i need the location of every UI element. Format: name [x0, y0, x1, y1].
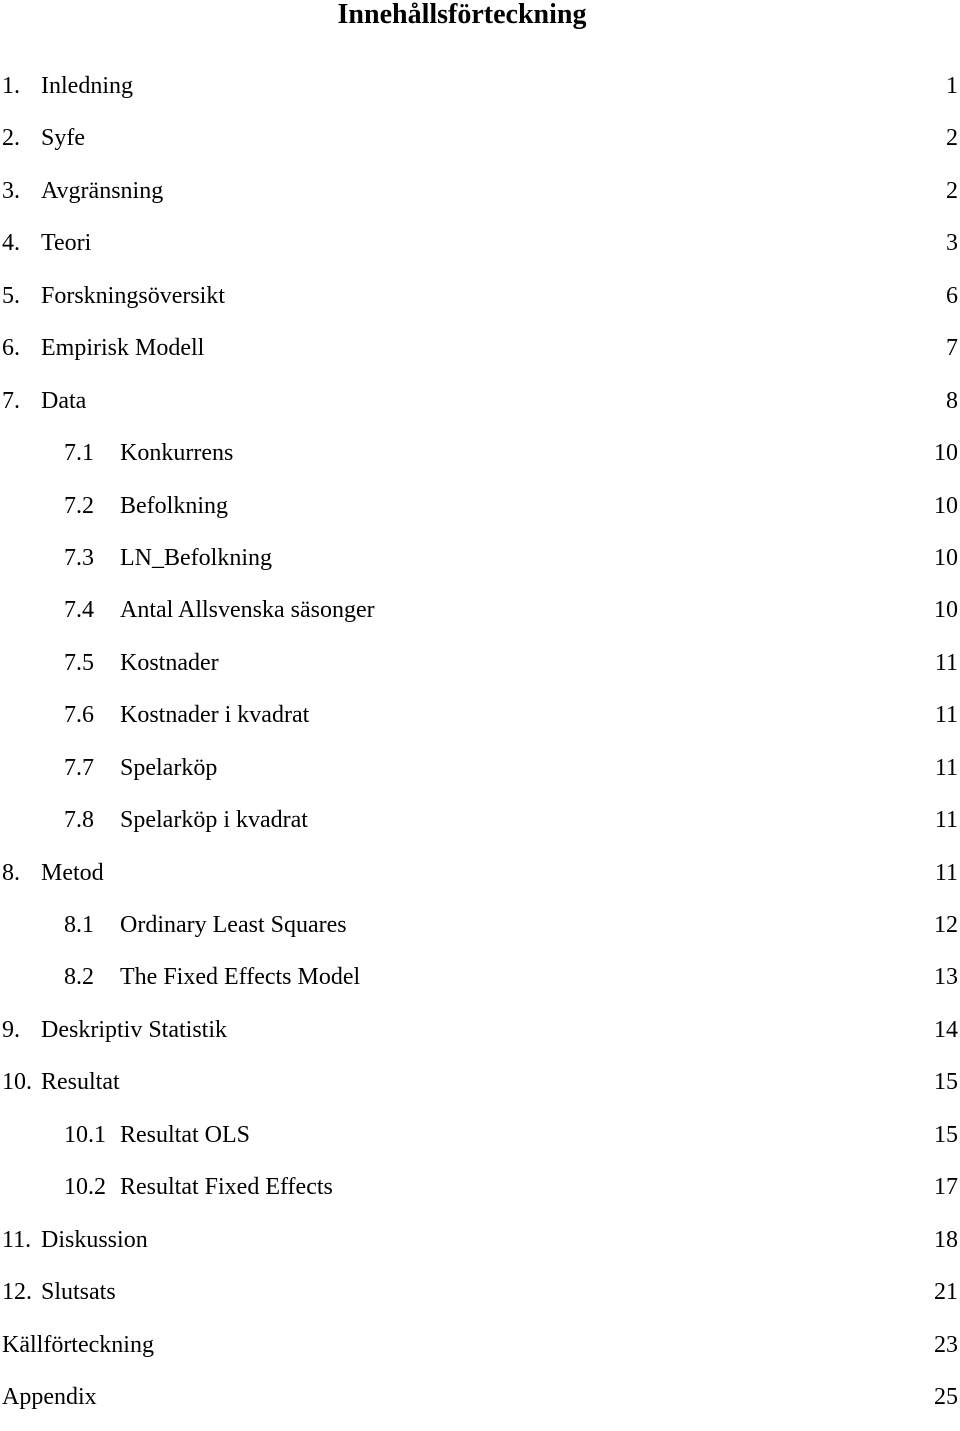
- toc-entry[interactable]: [0, 278, 960, 330]
- toc-entry[interactable]: [0, 750, 960, 802]
- table-of-contents: [0, 68, 960, 1431]
- toc-entry[interactable]: [0, 1117, 960, 1169]
- toc-entry-number: 11.: [2, 1226, 32, 1253]
- toc-entry-number: 7.5: [64, 649, 94, 676]
- toc-entry-label: Spelarköp: [120, 754, 218, 781]
- toc-entry-label: Deskriptiv Statistik: [41, 1016, 227, 1043]
- toc-entry[interactable]: [0, 1327, 960, 1379]
- toc-entry[interactable]: [0, 1274, 960, 1326]
- toc-entry-number: 10.: [2, 1069, 32, 1096]
- toc-entry-label: Ordinary Least Squares: [120, 912, 347, 938]
- toc-entry[interactable]: [0, 1379, 960, 1431]
- toc-entry-label: Resultat Fixed Effects: [120, 1174, 333, 1201]
- toc-entry[interactable]: [0, 330, 960, 382]
- toc-entry[interactable]: [0, 173, 960, 225]
- toc-entry[interactable]: [0, 1012, 960, 1064]
- toc-entry-page: 10: [934, 597, 958, 624]
- toc-entry-page: 11: [934, 859, 958, 886]
- toc-entry[interactable]: [0, 592, 960, 644]
- toc-entry-number: 12.: [2, 1279, 32, 1306]
- toc-entry-label: Konkurrens: [120, 440, 234, 467]
- toc-entry-label: Syfe: [41, 125, 85, 152]
- toc-entry-page: 11: [934, 649, 958, 676]
- toc-entry-label: Antal Allsvenska säsonger: [120, 597, 375, 624]
- toc-entry-number: 9.: [2, 1016, 20, 1043]
- toc-entry-page: 7: [946, 335, 958, 362]
- toc-entry-number: 8.1: [64, 912, 94, 938]
- toc-entry-page: 6: [946, 282, 958, 309]
- toc-entry-page: 25: [934, 1383, 958, 1410]
- toc-entry-number: 6.: [2, 335, 20, 362]
- toc-entry-label: Resultat: [41, 1069, 120, 1096]
- toc-entry[interactable]: [0, 488, 960, 540]
- toc-entry-label: The Fixed Effects Model: [120, 964, 361, 991]
- toc-entry-label: Inledning: [41, 73, 133, 99]
- toc-entry-number: 4.: [2, 230, 20, 257]
- toc-entry-number: 1.: [2, 73, 20, 99]
- toc-entry-page: 1: [946, 73, 958, 99]
- toc-entry[interactable]: [0, 435, 960, 487]
- toc-entry-page: 11: [934, 807, 958, 834]
- toc-entry-label: Kostnader: [120, 649, 219, 676]
- toc-entry-page: 18: [934, 1226, 958, 1253]
- toc-entry-page: 10: [934, 492, 958, 519]
- toc-entry-number: 7.4: [64, 597, 94, 624]
- toc-entry[interactable]: [0, 855, 960, 907]
- toc-entry-label: Slutsats: [41, 1279, 116, 1306]
- toc-entry-page: 12: [934, 912, 958, 938]
- toc-entry-label: Spelarköp i kvadrat: [120, 807, 308, 834]
- toc-entry-label: Data: [41, 387, 87, 414]
- toc-entry-page: 2: [946, 177, 958, 204]
- toc-entry[interactable]: [0, 225, 960, 277]
- toc-entry-label: Teori: [41, 230, 92, 257]
- toc-entry-number: 7.3: [64, 544, 94, 571]
- toc-entry-page: 10: [934, 440, 958, 467]
- toc-entry-page: 15: [934, 1069, 958, 1096]
- toc-entry-number: 7.2: [64, 492, 94, 519]
- toc-entry-number: 7.1: [64, 440, 94, 467]
- toc-entry[interactable]: [0, 1222, 960, 1274]
- toc-entry-number: 10.2: [64, 1174, 106, 1201]
- toc-entry-page: 2: [946, 125, 958, 152]
- toc-entry-label: Avgränsning: [41, 177, 164, 204]
- toc-entry-page: 15: [934, 1121, 958, 1148]
- toc-entry[interactable]: [0, 959, 960, 1011]
- toc-entry-number: 7.8: [64, 807, 94, 834]
- toc-entry-number: 2.: [2, 125, 20, 152]
- toc-entry-number: 8.2: [64, 964, 94, 991]
- toc-entry-label: Metod: [41, 859, 104, 886]
- toc-entry[interactable]: [0, 645, 960, 697]
- toc-entry[interactable]: [0, 383, 960, 435]
- toc-entry-label: Diskussion: [41, 1226, 148, 1253]
- toc-entry-number: 8.: [2, 859, 20, 886]
- toc-entry-number: 5.: [2, 282, 20, 309]
- toc-entry-label: Källförteckning: [2, 1331, 154, 1358]
- toc-entry-page: 11: [934, 702, 958, 729]
- toc-entry-page: 13: [934, 964, 958, 991]
- toc-entry-number: 7.7: [64, 754, 94, 781]
- toc-entry-number: 7.: [2, 387, 20, 414]
- toc-entry-number: 3.: [2, 177, 20, 204]
- toc-entry-label: Resultat OLS: [120, 1121, 250, 1148]
- toc-entry-number: 7.6: [64, 702, 94, 729]
- toc-entry-label: Befolkning: [120, 492, 228, 519]
- toc-entry[interactable]: [0, 1169, 960, 1221]
- toc-entry-label: LN_Befolkning: [120, 544, 272, 571]
- toc-entry-page: 17: [934, 1174, 958, 1201]
- toc-entry-label: Kostnader i kvadrat: [120, 702, 310, 729]
- toc-entry[interactable]: [0, 120, 960, 172]
- toc-entry-page: 21: [934, 1279, 958, 1306]
- toc-entry-page: 11: [934, 754, 958, 781]
- toc-entry[interactable]: [0, 1064, 960, 1116]
- toc-entry-label: Appendix: [2, 1383, 97, 1410]
- toc-entry-page: 3: [946, 230, 958, 257]
- toc-entry[interactable]: [0, 907, 960, 959]
- toc-entry-page: 14: [934, 1016, 958, 1043]
- toc-entry[interactable]: [0, 540, 960, 592]
- toc-entry-page: 10: [934, 544, 958, 571]
- toc-entry[interactable]: [0, 68, 960, 120]
- toc-entry-page: 23: [934, 1331, 958, 1358]
- toc-entry-label: Forskningsöversikt: [41, 282, 226, 309]
- toc-entry[interactable]: [0, 802, 960, 854]
- toc-entry[interactable]: [0, 697, 960, 749]
- toc-entry-label: Empirisk Modell: [41, 335, 205, 362]
- toc-entry-page: 8: [946, 387, 958, 414]
- page-title: Innehållsförteckning: [337, 0, 587, 30]
- toc-entry-number: 10.1: [64, 1121, 106, 1148]
